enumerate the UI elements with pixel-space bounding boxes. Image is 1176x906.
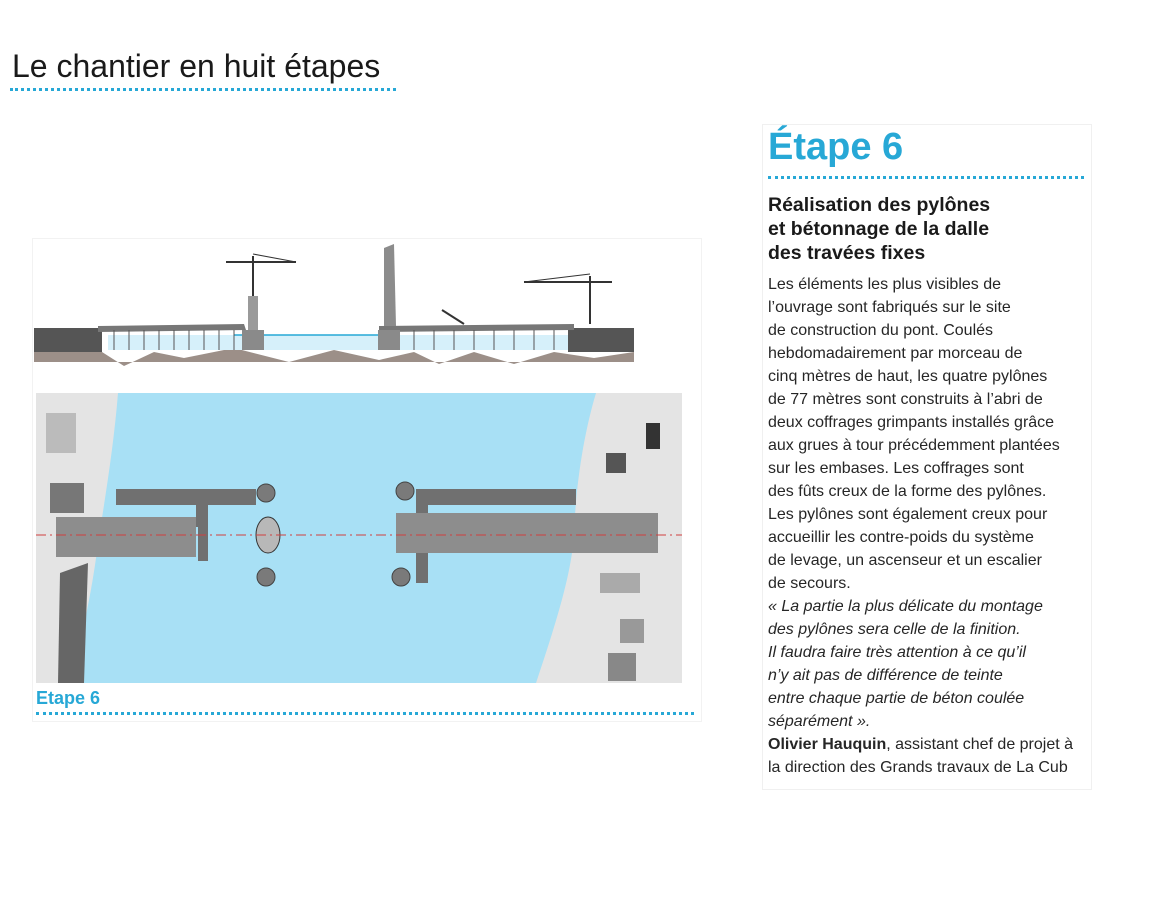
body-line: deux coffrages grimpants installés grâce [768,414,1055,431]
body-line: des fûts creux de la forme des pylônes. [768,483,1047,500]
credit-role: , assistant chef de projet à [886,736,1074,753]
left-pylon-pile-2 [257,568,275,586]
body-line: Les éléments les plus visibles de [768,276,1002,293]
body-line: hebdomadairement par morceau de [768,345,1023,362]
body-line: de secours. [768,575,851,592]
quote-line: des pylônes sera celle de la finition. [768,621,1021,638]
bridge-elevation-drawing [34,240,638,376]
bridge-plan-drawing [36,393,682,683]
body-line: de 77 mètres sont construits à l’abri de [768,391,1043,408]
credit-role-line2: la direction des Grands travaux de La Cub [768,759,1068,776]
right-lift-span [396,513,658,553]
subtitle-line: des travées fixes [768,242,926,264]
left-pylon-pile-1 [257,484,275,502]
title-divider [10,88,396,91]
left-bank [34,328,102,352]
right-bank [568,328,634,352]
left-pylon-base [242,330,264,350]
quote-line: Il faudra faire très attention à ce qu’il [768,644,1026,661]
riverbed [34,348,634,366]
step-title: Étape 6 [768,126,904,168]
body-line: de levage, un ascenseur et un escalier [768,552,1042,569]
step-subtitle [768,193,990,265]
subtitle-line: Réalisation des pylônes [768,194,991,216]
page-title: Le chantier en huit étapes [12,48,381,84]
figure-divider [36,712,694,715]
credit-name: Olivier Hauquin [768,736,887,753]
right-pylon-base [378,330,400,350]
quote-line: entre chaque partie de béton coulée [768,690,1025,707]
subtitle-line: et bétonnage de la dalle [768,218,990,240]
water-line [108,335,568,350]
figure-caption: Etape 6 [36,688,101,708]
quote-line: n’y ait pas de différence de teinte [768,667,1003,684]
step-body-text [768,273,1060,595]
quote-line: séparément ». [768,713,871,730]
body-line: cinq mètres de haut, les quatre pylônes [768,368,1048,385]
body-line: de construction du pont. Coulés [768,322,994,339]
right-pylon-pile-2 [392,568,410,586]
body-line: Les pylônes sont également creux pour [768,506,1048,523]
quote-line: « La partie la plus délicate du montage [768,598,1043,615]
deck-left [98,324,246,332]
body-line: accueillir les contre-poids du système [768,529,1034,546]
deck-right [379,324,574,332]
left-lift-span [56,517,196,557]
step-divider [768,176,1084,179]
right-pylon [384,244,396,326]
body-line: sur les embases. Les coffrages sont [768,460,1024,477]
quote-credit [768,733,1073,779]
body-line: aux grues à tour précédemment plantées [768,437,1060,454]
step-quote [768,595,1043,733]
right-pylon-pile-1 [396,482,414,500]
body-line: l’ouvrage sont fabriqués sur le site [768,299,1011,316]
